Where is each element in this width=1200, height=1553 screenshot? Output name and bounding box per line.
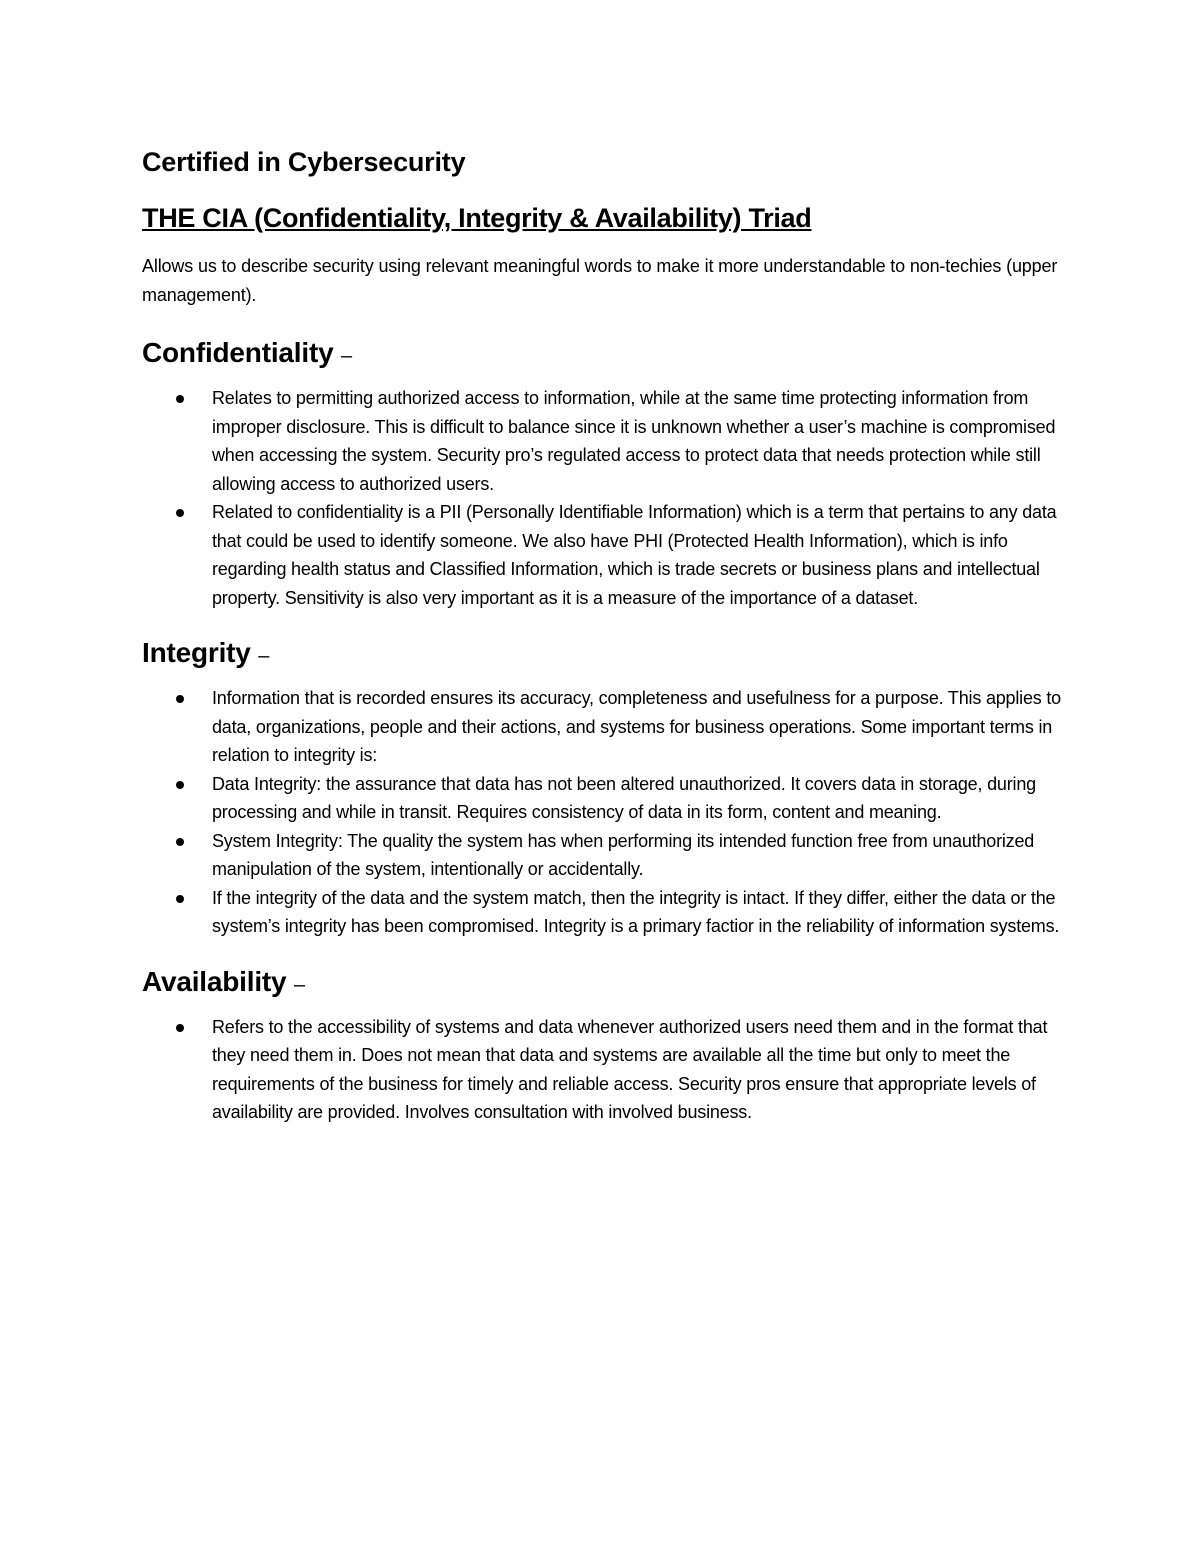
section-heading-text: Confidentiality — [142, 337, 334, 368]
section-heading-text: Integrity — [142, 637, 251, 668]
bullet-list — [142, 384, 1062, 612]
document-title: Certified in Cybersecurity — [142, 147, 466, 177]
intro-paragraph: Allows us to describe security using relevant meaningful words to make it more understandable to non-techies (upper management). — [142, 256, 1058, 305]
list-item-text: Related to confidentiality is a PII (Personally Identifiable Information) which is a term that pertains to any data that could be used to identify someone. We also have PHI (Protected Health Information), which is info regarding health status and Classified Information, which is trade secrets or business plans and intellectual property. Sensitivity is also very important as it is a measure of the importance of a dataset. — [212, 502, 1057, 608]
list-item-text: System Integrity: The quality the system has when performing its intended function free from unauthorized manipulation of the system, intentionally or accidentally. — [212, 830, 1035, 879]
list-item — [142, 770, 1062, 827]
section-confidentiality — [142, 328, 1062, 612]
list-item-text: Information that is recorded ensures its accuracy, completeness and usefulness for a purpose. This applies to data, organizations, people and their actions, and systems for business operations. Some important terms in relation to integrity is: — [212, 688, 1061, 765]
list-item — [142, 827, 1062, 884]
section-integrity — [142, 628, 1062, 941]
section-heading — [142, 628, 1062, 678]
section-heading — [142, 328, 1062, 378]
section-heading-dash: – — [294, 973, 305, 996]
list-item — [142, 884, 1062, 941]
document-page — [142, 140, 1062, 1127]
bullet-list — [142, 1013, 1062, 1127]
document-subtitle: THE CIA (Confidentiality, Integrity & Availability) Triad — [142, 203, 812, 233]
section-heading-dash: – — [341, 345, 352, 367]
bullet-icon — [176, 838, 184, 846]
list-item — [142, 1013, 1062, 1127]
bullet-icon — [176, 781, 184, 789]
list-item-text: Data Integrity: the assurance that data has not been altered unauthorized. It covers data in storage, during processing and while in transit. Requires consistency of data in its form, content and meaning. — [212, 773, 1036, 822]
list-item-text: If the integrity of the data and the system match, then the integrity is intact. If they differ, either the data or the system’s integrity has been compromised. Integrity is a primary factior in the reliability of information systems. — [212, 887, 1060, 936]
list-item — [142, 384, 1062, 498]
list-item-text: Relates to permitting authorized access to information, while at the same time protecting information from improper disclosure. This is difficult to balance since it is unknown whether a user’s machine is compromised when accessing the system. Security pro’s regulated access to protect data that needs protection while still allowing access to authorized users. — [212, 388, 1056, 494]
section-heading-text: Availability — [142, 965, 287, 997]
bullet-list — [142, 684, 1062, 941]
section-availability — [142, 957, 1062, 1127]
list-item — [142, 498, 1062, 612]
section-heading-dash: – — [258, 645, 270, 667]
bullet-icon — [176, 895, 184, 903]
bullet-icon — [176, 695, 184, 703]
bullet-icon — [176, 1024, 184, 1032]
bullet-icon — [176, 509, 184, 517]
section-heading — [142, 957, 1062, 1007]
bullet-icon — [176, 395, 184, 403]
list-item — [142, 684, 1062, 770]
list-item-text: Refers to the accessibility of systems and data whenever authorized users need them and in the format that they need them in. Does not mean that data and systems are available all the time but only to meet the requirements of the business for timely and reliable access. Security pros ensure that appropriate levels of availability are provided. Involves consultation with involved business. — [212, 1016, 1048, 1122]
